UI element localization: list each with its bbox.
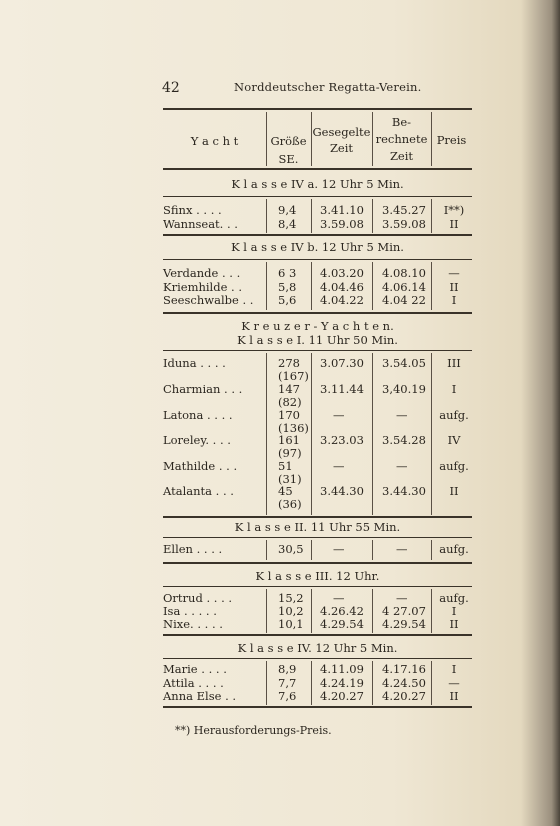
yacht-name: Ellen . . . . — [163, 542, 223, 556]
sailed-time: 3.44.30 — [320, 484, 364, 498]
calculated-time: — — [396, 591, 408, 605]
section-rule — [163, 259, 472, 260]
yacht-name: Attila . . . . — [163, 676, 224, 690]
column-divider — [372, 540, 373, 560]
calculated-time: 3.44.30 — [382, 484, 426, 498]
yacht-name: Isa . . . . . — [163, 604, 217, 618]
prize: II — [449, 484, 459, 498]
column-divider — [431, 661, 432, 705]
yacht-size-secondary: (167) — [278, 369, 309, 383]
sailed-time: 3.11.44 — [320, 382, 364, 396]
calculated-time: — — [396, 542, 408, 556]
column-divider — [311, 353, 312, 515]
yacht-size-secondary: (97) — [278, 446, 302, 460]
yacht-name: Seeschwalbe . . — [163, 293, 254, 307]
sailed-time: 4.29.54 — [320, 617, 364, 631]
header-calc-2: rechnete — [375, 132, 428, 146]
footnote: **) Herausforderungs-Preis. — [175, 724, 332, 737]
sailed-time: 3.59.08 — [320, 217, 364, 231]
section-title: K r e u z e r - Y a c h t e n. — [241, 319, 394, 333]
header-sailed: Gesegelte — [312, 125, 371, 139]
yacht-name: Ortrud . . . . — [163, 591, 233, 605]
prize: II — [449, 617, 459, 631]
column-divider — [311, 262, 312, 310]
yacht-size: 45 — [278, 484, 293, 498]
yacht-name: Sfinx . . . . — [163, 203, 222, 217]
page-number: 42 — [162, 80, 180, 96]
calculated-time: 4.06.14 — [382, 280, 426, 294]
header-size: Größe — [270, 134, 307, 148]
prize: aufg. — [439, 542, 469, 556]
prize: II — [449, 280, 459, 294]
column-divider — [431, 540, 432, 560]
header-bottom-rule — [163, 168, 472, 170]
sailed-time: — — [333, 408, 345, 422]
column-divider — [372, 353, 373, 515]
calculated-time: 3.54.28 — [382, 433, 426, 447]
table-top-rule — [163, 108, 472, 110]
prize: II — [449, 217, 459, 231]
column-divider — [431, 262, 432, 310]
prize: I — [451, 662, 457, 676]
yacht-size: 9,4 — [278, 203, 297, 217]
calculated-time: — — [396, 459, 408, 473]
calculated-time: 3.54.05 — [382, 356, 426, 370]
section-rule — [163, 586, 472, 587]
yacht-size-secondary: (136) — [278, 421, 309, 435]
prize: aufg. — [439, 408, 469, 422]
prize: III — [447, 356, 461, 370]
calculated-time: 4.29.54 — [382, 617, 426, 631]
column-divider — [266, 353, 267, 515]
sailed-time: — — [333, 591, 345, 605]
calculated-time: 3,40.19 — [382, 382, 426, 396]
yacht-name: Latona . . . . — [163, 408, 233, 422]
section-rule — [163, 634, 472, 636]
yacht-name: Charmian . . . — [163, 382, 243, 396]
section-rule — [163, 562, 472, 564]
column-divider — [266, 540, 267, 560]
yacht-size: 7,7 — [278, 676, 297, 690]
yacht-size: 8,4 — [278, 217, 297, 231]
calculated-time: 3.59.08 — [382, 217, 426, 231]
sailed-time: 4.04.46 — [320, 280, 364, 294]
yacht-name: Iduna . . . . — [163, 356, 226, 370]
yacht-size: 7,6 — [278, 689, 297, 703]
table-bottom-rule — [163, 706, 472, 708]
yacht-name: Mathilde . . . — [163, 459, 238, 473]
prize: — — [448, 266, 460, 280]
sailed-time: 4.26.42 — [320, 604, 364, 618]
yacht-name: Nixe. . . . . — [163, 617, 223, 631]
calculated-time: 4 27.07 — [382, 604, 426, 618]
section-rule — [163, 312, 472, 314]
header-prize: Preis — [436, 133, 467, 147]
yacht-name: Anna Else . . — [163, 689, 237, 703]
column-divider — [311, 589, 312, 633]
column-divider — [266, 589, 267, 633]
sailed-time: — — [333, 542, 345, 556]
sailed-time: 4.04.22 — [320, 293, 364, 307]
yacht-name: Verdande . . . — [163, 266, 241, 280]
yacht-size-secondary: (82) — [278, 395, 302, 409]
prize: aufg. — [439, 459, 469, 473]
sailed-time: 4.11.09 — [320, 662, 364, 676]
sailed-time: 3.41.10 — [320, 203, 364, 217]
yacht-size: 51 — [278, 459, 293, 473]
section-rule — [163, 658, 472, 659]
running-head: Norddeutscher Regatta-Verein. — [234, 80, 422, 94]
section-title: K l a s s e II. 11 Uhr 55 Min. — [234, 520, 401, 534]
calculated-time: 4.17.16 — [382, 662, 426, 676]
prize: I — [451, 382, 457, 396]
column-divider — [372, 199, 373, 233]
column-divider — [266, 661, 267, 705]
yacht-size: 10,1 — [278, 617, 304, 631]
prize: IV — [447, 433, 461, 447]
column-divider — [372, 589, 373, 633]
calculated-time: 4.24.50 — [382, 676, 426, 690]
section-rule — [163, 234, 472, 236]
yacht-size: 8,9 — [278, 662, 297, 676]
column-divider — [266, 199, 267, 233]
sailed-time: 4.24.19 — [320, 676, 364, 690]
yacht-name: Marie . . . . — [163, 662, 227, 676]
column-divider — [266, 262, 267, 310]
column-divider — [431, 353, 432, 515]
yacht-size: 5,6 — [278, 293, 297, 307]
header-calc: Be- — [391, 115, 412, 129]
section-title: K l a s s e IV b. 12 Uhr 5 Min. — [231, 240, 404, 254]
calculated-time: — — [396, 408, 408, 422]
column-divider — [372, 661, 373, 705]
prize: — — [448, 676, 460, 690]
sailed-time: 4.03.20 — [320, 266, 364, 280]
sailed-time: 3.07.30 — [320, 356, 364, 370]
column-divider — [431, 199, 432, 233]
sailed-time: — — [333, 459, 345, 473]
section-title: K l a s s e IV a. 12 Uhr 5 Min. — [231, 177, 404, 191]
section-title: K l a s s e IV. 12 Uhr 5 Min. — [237, 641, 398, 655]
yacht-size: 5,8 — [278, 280, 297, 294]
calculated-time: 4.20.27 — [382, 689, 426, 703]
column-divider — [311, 540, 312, 560]
sailed-time: 4.20.27 — [320, 689, 364, 703]
yacht-name: Wannseat. . . — [163, 217, 238, 231]
header-yacht: Y a c h t — [190, 134, 239, 148]
prize: II — [449, 689, 459, 703]
section-subtitle: K l a s s e I. 11 Uhr 50 Min. — [237, 333, 398, 347]
sailed-time: 3.23.03 — [320, 433, 364, 447]
prize: aufg. — [439, 591, 469, 605]
yacht-size: 147 — [278, 382, 300, 396]
header-sailed-2: Zeit — [329, 141, 354, 155]
prize: I**) — [443, 203, 465, 217]
yacht-size: 278 — [278, 356, 300, 370]
yacht-size: 6 3 — [278, 266, 297, 280]
section-rule — [163, 516, 472, 518]
yacht-name: Loreley. . . . — [163, 433, 231, 447]
column-divider — [311, 661, 312, 705]
section-rule — [163, 350, 472, 351]
column-divider — [311, 199, 312, 233]
header-size-unit: SE. — [278, 152, 299, 166]
yacht-size: 15,2 — [278, 591, 304, 605]
column-divider — [431, 589, 432, 633]
section-rule — [163, 196, 472, 197]
yacht-size: 30,5 — [278, 542, 304, 556]
prize: I — [451, 293, 457, 307]
yacht-size: 170 — [278, 408, 300, 422]
yacht-size-secondary: (31) — [278, 472, 302, 486]
yacht-size: 10,2 — [278, 604, 304, 618]
yacht-name: Kriemhilde . . — [163, 280, 243, 294]
column-divider — [372, 262, 373, 310]
header-calc-3: Zeit — [389, 149, 414, 163]
calculated-time: 3.45.27 — [382, 203, 426, 217]
prize: I — [451, 604, 457, 618]
yacht-name: Atalanta . . . — [163, 484, 234, 498]
section-title: K l a s s e III. 12 Uhr. — [255, 569, 380, 583]
yacht-size: 161 — [278, 433, 300, 447]
yacht-size-secondary: (36) — [278, 497, 302, 511]
calculated-time: 4.08.10 — [382, 266, 426, 280]
calculated-time: 4.04 22 — [382, 293, 426, 307]
section-rule — [163, 537, 472, 538]
